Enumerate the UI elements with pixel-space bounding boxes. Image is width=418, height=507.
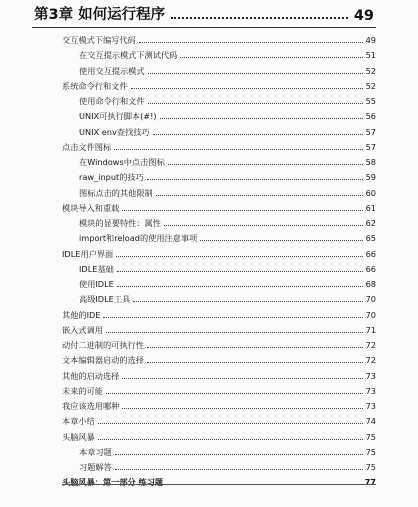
toc-entry-leader [106,332,363,333]
toc-entry-page-number: 56 [365,111,376,122]
toc-entry-label: 未来的可能 [62,385,103,396]
toc-entry-leader [131,88,363,89]
toc-entry-label: 在Windows中点击图标 [79,157,165,167]
toc-entry[interactable] [79,458,376,472]
toc-entry-leader [148,103,363,104]
toc-entry-page-number: 72 [365,355,376,366]
toc-entry-page-number: 74 [365,416,376,427]
toc-entry-page-number: 77 [364,477,376,488]
toc-entry-page-number: 75 [365,462,376,472]
toc-entry-leader [153,134,363,135]
toc-entry[interactable] [79,184,376,198]
chapter-title: 第3章 如何运行程序 [34,7,166,23]
toc-entry-leader [147,347,363,348]
chapter-page-number: 49 [353,8,374,24]
toc-entry-label: 图标点击的其他限制 [79,187,153,198]
toc-entry-leader [98,439,363,440]
toc-entry-page-number: 68 [365,279,376,289]
toc-entry[interactable] [79,168,376,182]
toc-entry[interactable] [62,138,376,152]
toc-entry[interactable] [62,382,376,396]
toc-entry[interactable] [79,443,376,457]
toc-entry-label: 习题解答 [79,462,112,472]
toc-entry-label: 系统命令行和文件 [62,80,128,91]
toc-entry-page-number: 73 [365,401,376,411]
toc-entry-leader [122,210,362,211]
toc-entry[interactable] [62,397,376,411]
toc-entry-leader [139,42,363,43]
toc-entry[interactable] [79,153,376,167]
chapter-leader [171,17,348,19]
toc-entry-label: 使用IDLE [79,279,114,289]
toc-entry-page-number: 52 [365,65,376,76]
toc-entry-leader [122,408,362,409]
toc-entry-label: UNIX可执行脚本(#!) [79,111,157,122]
toc-entry-leader [148,73,363,74]
toc-entry-page-number: 52 [365,80,376,91]
toc-entry-leader [98,423,363,424]
toc-entry-label: 本章习题 [79,446,112,457]
toc-entry-leader [147,362,363,363]
toc-entry[interactable] [79,290,376,304]
toc-entry-label: 头脑风暴 [62,431,95,442]
toc-entry[interactable] [62,351,376,365]
chapter-rule [32,27,376,28]
toc-entry-leader [114,149,362,150]
toc-entry-page-number: 66 [365,263,376,274]
toc-entry-leader [115,469,363,470]
chapter-heading [34,2,374,24]
toc-entry-label: 点击文件图标 [62,141,112,152]
toc-entry-page-number: 61 [365,202,376,213]
toc-entry-page-number: 75 [365,446,376,457]
toc-entry[interactable] [62,199,376,213]
toc-entry-label: import和reload的使用注意事项 [79,233,198,244]
toc-entry-label: 使用命令行和文件 [79,96,145,106]
toc-entry-page-number: 71 [365,324,376,335]
toc-entry[interactable] [79,275,376,289]
toc-entry-label: raw_input的技巧 [79,172,144,183]
toc-entry-leader [117,271,363,272]
toc-entry-page-number: 59 [365,172,376,183]
toc-entry-leader [133,301,362,302]
toc-entry-leader [180,57,362,58]
toc-entry-page-number: 70 [365,309,376,320]
toc-entry[interactable] [79,46,376,60]
toc-entry-leader [115,454,363,455]
toc-entry[interactable] [79,123,376,137]
toc-entry-leader [160,118,363,119]
toc-entry-page-number: 55 [365,96,376,106]
toc-entry-label: 模块的显要特性：属性 [79,218,161,228]
toc-entry[interactable] [79,260,376,274]
toc-entry-page-number: 65 [365,233,376,244]
toc-entry-leader [116,256,362,257]
toc-entry-page-number: 58 [365,157,376,167]
toc-entry[interactable] [62,367,376,381]
toc-entry[interactable] [79,214,376,228]
toc-entry-page-number: 70 [365,294,376,305]
toc-entry[interactable] [79,62,376,76]
toc-entry-leader [117,286,363,287]
toc-entry-page-number: 49 [365,35,376,45]
toc-entry-label: 高级IDLE工具 [79,294,131,305]
toc-entry-label: 其他的启动选择 [62,370,120,381]
toc-entry-page-number: 57 [365,141,376,152]
toc-entry-leader [122,378,362,379]
toc-entry-leader [103,317,362,318]
toc-entry-label: 嵌入式调用 [62,324,103,335]
toc-entry-label: UNIX env查找技巧 [79,126,150,137]
toc-entry-label: 模块导入和重载 [62,202,120,213]
toc-entry-label: 头脑风暴：第一部分 练习题 [62,477,164,488]
toc-entry[interactable] [62,77,376,91]
toc-entry-label: 使用交互提示模式 [79,65,145,76]
toc-entry[interactable] [62,321,376,335]
toc-entry-leader [156,195,363,196]
toc-entry-page-number: 51 [365,50,376,61]
toc-entry-label: IDLE基础 [79,263,114,274]
toc-entry-label: 本章小结 [62,416,95,427]
toc-entry-page-number: 73 [365,370,376,381]
toc-entry-leader [106,393,363,394]
toc-entry-page-number: 62 [365,218,376,228]
toc-entry-page-number: 66 [365,248,376,259]
toc-entry-label: 其他的IDE [62,309,101,320]
toc-entry-label: 动付二进制的可执行性 [62,340,144,350]
toc-entry[interactable] [62,306,376,320]
toc-entry-page-number: 73 [365,385,376,396]
toc-entry[interactable] [62,428,376,442]
toc-entry-label: 文本编辑器启动的选择 [62,355,144,366]
toc-entry-label: 在交互提示模式下测试代码 [79,50,178,61]
toc-entry-leader [200,240,362,241]
toc-entry[interactable] [62,31,376,45]
toc-entry-label: IDLE用户界面 [62,248,114,259]
toc-entry[interactable] [62,412,376,426]
toc-entry-leader [147,179,363,180]
bottom-rule [62,484,376,485]
toc-entry[interactable] [62,336,376,350]
toc-entry-leader [168,164,363,165]
toc-entry-page-number: 72 [365,340,376,350]
toc-entry[interactable] [79,92,376,106]
toc-entry-page-number: 60 [365,187,376,198]
toc-entry[interactable] [79,229,376,243]
toc-entry-label: 交互模式下编写代码 [62,35,136,45]
toc-entry-label: 我应该选用哪种 [62,401,120,411]
toc-entry-leader [164,225,363,226]
toc-entry[interactable] [62,245,376,259]
toc-entry-page-number: 57 [365,126,376,137]
toc-entry[interactable] [62,473,376,487]
toc-entry[interactable] [79,107,376,121]
toc-entry-page-number: 75 [365,431,376,442]
